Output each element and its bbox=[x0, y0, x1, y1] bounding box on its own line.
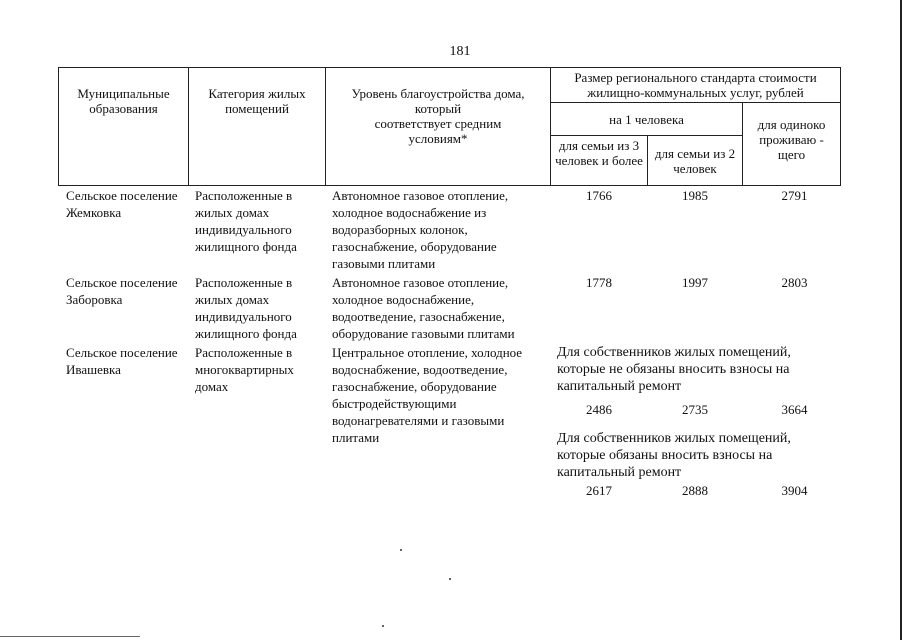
header-amenity-line1: Уровень благоустройства дома, bbox=[351, 86, 525, 101]
row3-note-not-obliged: Для собственников жилых помещений, которые не обязаны вносить взносы на капитальный ремонт bbox=[557, 345, 791, 394]
row1-amenity: Автономное газовое отопление, холодное водоснабжение из водоразборных колонок, газоснабжение, оборудование газовыми плитами bbox=[332, 188, 509, 271]
header-per-person: на 1 человека bbox=[551, 103, 743, 136]
row3-note-obliged: Для собственников жилых помещений, которые обязаны вносить взносы на капитальный ремонт bbox=[557, 431, 791, 480]
row2-municipality: Сельское поселение Заборовка bbox=[66, 275, 178, 307]
header-municipality: Муниципальные образования bbox=[59, 68, 189, 186]
row3-family3-obliged: 2617 bbox=[586, 483, 612, 498]
row3-category: Расположенные в многоквартирных домах bbox=[195, 345, 294, 394]
row3-family2-obliged: 2888 bbox=[682, 483, 708, 498]
row1-family3: 1766 bbox=[586, 188, 612, 203]
row3-family2-not-obliged: 2735 bbox=[682, 402, 708, 417]
page-edge-right bbox=[900, 0, 902, 640]
row2-single: 2803 bbox=[781, 275, 808, 290]
row3-municipality: Сельское поселение Ивашевка bbox=[66, 345, 178, 377]
row2-family3: 1778 bbox=[586, 275, 612, 290]
page-number: 181 bbox=[449, 44, 471, 59]
row3-single-not-obliged: 3664 bbox=[781, 402, 808, 417]
row3-amenity: Центральное отопление, холодное водоснабжение, водоотведение, газоснабжение, оборудование быстродействующими водонагревателями и газовыми плитами bbox=[332, 345, 523, 445]
header-amenity bbox=[326, 68, 551, 186]
header-family2: для семьи из 2 человек bbox=[648, 136, 743, 186]
header-single: для одиноко проживаю - щего bbox=[743, 103, 841, 186]
header-amenity-line3: соответствует средним bbox=[374, 116, 502, 131]
row3-family3-not-obliged: 2486 bbox=[586, 402, 612, 417]
header-amenity-line4: условиям* bbox=[408, 131, 468, 146]
row1-municipality: Сельское поселение Жемковка bbox=[66, 188, 178, 220]
row1-family2: 1985 bbox=[682, 188, 708, 203]
row3-single-obliged: 3904 bbox=[781, 483, 808, 498]
scan-speck bbox=[449, 578, 451, 580]
row1-single: 2791 bbox=[781, 188, 808, 203]
row1-category: Расположенные в жилых домах индивидуального жилищного фонда bbox=[195, 188, 297, 254]
scan-speck bbox=[400, 549, 402, 551]
header-family3: для семьи из 3 человек и более bbox=[551, 136, 648, 186]
scan-speck bbox=[382, 625, 384, 627]
page-edge-bottom bbox=[0, 636, 140, 637]
header-category: Категория жилых помещений bbox=[189, 68, 326, 186]
row2-family2: 1997 bbox=[682, 275, 708, 290]
row2-category: Расположенные в жилых домах индивидуального жилищного фонда bbox=[195, 275, 297, 341]
header-amenity-line2: который bbox=[414, 101, 462, 116]
row2-amenity: Автономное газовое отопление, холодное водоснабжение, водоотведение, газоснабжение, оборудование газовыми плитами bbox=[332, 275, 515, 341]
table-header bbox=[58, 67, 841, 186]
header-standard-size: Размер регионального стандарта стоимости жилищно-коммунальных услуг, рублей bbox=[551, 68, 841, 103]
